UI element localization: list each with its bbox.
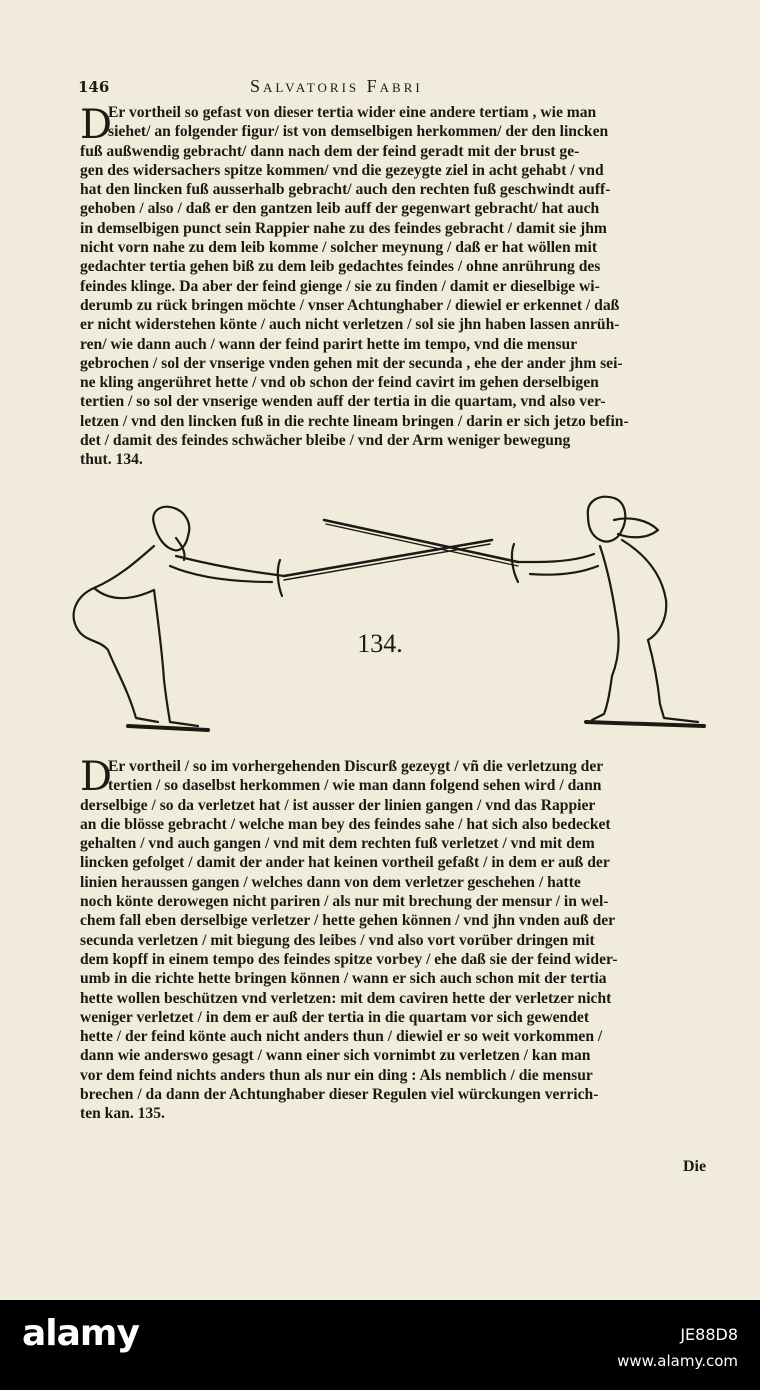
- text-line: hette wollen beschützen vnd verletzen: mit dem caviren hette der verletzer nicht: [80, 989, 612, 1007]
- right-fencer-arm: [518, 554, 594, 562]
- text-line: er nicht widerstehen könte / auch nicht verletzen / sol sie jhn haben lassen anrüh-: [80, 316, 620, 334]
- ground-shadow-right: [586, 722, 704, 726]
- text-line: siehet/ an folgender figur/ ist von demselbigen herkommen/ der den lincken: [108, 123, 609, 141]
- text-line: det / damit des feindes schwächer bleibe / vnd der Arm weniger bewegung: [80, 432, 571, 450]
- right-fencer-arm-lower: [530, 566, 598, 575]
- image-id: JE88D8: [680, 1325, 738, 1344]
- text-line: gedachter tertia gehen biß zu dem leib gedachtes feindes / ohne anrührung des: [80, 258, 601, 276]
- left-fencer-leg-front: [154, 590, 198, 726]
- text-line: gebrochen / sol der vnserige vnden gehen mit der secunda , ehe der ander jhm sei-: [80, 354, 623, 372]
- stock-url: www.alamy.com: [617, 1352, 738, 1370]
- text-line: gen des widersachers spitze kommen/ vnd die gezeygte ziel in acht gehabt / vnd: [80, 161, 604, 179]
- right-fencer-hat: [614, 518, 658, 537]
- right-fencer-back: [622, 540, 666, 640]
- drop-cap-initial: D: [80, 102, 113, 148]
- text-line: vor dem feind nichts anders thun als nur ein ding : Als nemblich / die mensur: [80, 1066, 593, 1084]
- text-line: secunda verletzen / mit biegung des leibes / vnd also vort vorüber dringen mit: [80, 931, 595, 949]
- left-fencer-arm-lower: [170, 566, 272, 582]
- text-line: derselbige / so da verletzet hat / ist ausser der linien gangen / vnd das Rappier: [80, 796, 596, 814]
- paragraph-2: [80, 754, 716, 1124]
- text-line: nicht vorn nahe zu dem leib komme / solcher meynung / daß er hat wöllen mit: [80, 239, 598, 257]
- text-line: Er vortheil so gefast von dieser tertia wider eine andere tertiam , wie man: [108, 104, 597, 121]
- text-line: an die blösse gebracht / welche man bey des feindes sahe / hat sich also bedecket: [80, 815, 611, 833]
- text-line: ne kling angerühret hette / vnd ob schon der feind cavirt im gehen derselbigen: [80, 374, 599, 392]
- fencers-woodcut-illustration: [58, 490, 708, 740]
- text-line: ten kan. 135.: [80, 1105, 165, 1123]
- text-line: lincken gefolget / damit der ander hat keinen vortheil gefaßt / in dem er auß der: [80, 854, 610, 872]
- right-fencer-leg-back: [648, 640, 698, 722]
- figure-number: 134.: [357, 629, 403, 658]
- text-line: fuß außwendig gebracht/ dann nach dem der feind geradt mit der brust ge-: [80, 142, 580, 160]
- catchword: Die: [683, 1158, 707, 1175]
- left-fencer-guard: [278, 560, 282, 596]
- text-line: noch könte derowegen nicht pariren / als nur mit brechung der mensur / in wel-: [80, 893, 609, 911]
- text-line: weniger verletzet / in dem er auß der tertia in die quartam vor sich gewendet: [80, 1008, 590, 1026]
- left-fencer-head: [153, 507, 189, 551]
- text-line: tertien / so daselbst herkommen / wie man dann folgend sehen wird / dann: [108, 777, 602, 795]
- right-fencer-leg-front: [592, 676, 612, 720]
- text-line: brechen / da dann der Achtunghaber dieser Regulen viel würckungen verrich-: [80, 1086, 599, 1104]
- text-line: chem fall eben derselbige verletzer / hette gehen können / vnd jhn vnden auß der: [80, 912, 616, 930]
- paragraph-1: [80, 103, 716, 470]
- page-header: [78, 76, 718, 102]
- right-fencer-torso: [600, 546, 619, 676]
- stock-brand-logo: alamy: [22, 1313, 139, 1354]
- left-fencer-sword: [284, 540, 492, 576]
- right-fencer-sword-edge: [326, 524, 518, 566]
- text-line: in demselbigen punct sein Rappier nahe zu des feindes gebracht / damit sie jhm: [80, 219, 607, 237]
- text-line: tertien / so sol der vnserige wenden auff der tertia in die quartam, vnd also ver-: [80, 393, 606, 411]
- text-line: letzen / vnd den lincken fuß in die rechte lineam bringen / darin er sich jetzo befin-: [80, 412, 629, 430]
- text-line: dem kopff in einem tempo des feindes spitze vorbey / ehe daß sie der feind wider-: [80, 950, 618, 968]
- running-title: Salvatoris Fabri: [250, 76, 423, 96]
- text-line: linien heraussen gangen / welches dann von dem verletzer geschehen / hatte: [80, 873, 581, 891]
- text-line: Er vortheil / so im vorhergehenden Discurß gezeygt / vñ die verletzung der: [108, 758, 604, 775]
- left-fencer-hip: [94, 588, 154, 598]
- text-line: ren/ wie dann auch / wann der feind parirt hette im tempo, vnd die mensur: [80, 335, 578, 353]
- text-line: hat den lincken fuß ausserhalb gebracht/ auch den rechten fuß geschwindt auff-: [80, 181, 611, 199]
- page-number: 146: [78, 78, 110, 96]
- drop-cap-initial: D: [80, 754, 113, 800]
- text-line: gehalten / vnd auch gangen / vnd mit dem rechten fuß verletzet / vnd mit dem: [80, 835, 595, 853]
- left-fencer-leg-back: [108, 650, 158, 722]
- text-line: gehoben / also / daß er den gantzen leib auff der gegenwart gebracht/ hat auch: [80, 200, 600, 218]
- text-line: umb in die richte hette bringen können / wann er sich auch schon mit der tertia: [80, 970, 607, 988]
- text-line: thut. 134.: [80, 451, 143, 469]
- text-line: dann wie anderswo gesagt / wann einer sich vornimbt zu verletzen / kan man: [80, 1047, 591, 1065]
- text-line: feindes klinge. Da aber der feind gienge / sie zu finden / damit er dieselbige wi-: [80, 277, 600, 295]
- text-line: derumb zu rück bringen möchte / vnser Achtunghaber / diewiel er erkennet / daß: [80, 296, 620, 314]
- text-line: hette / der feind könte auch nicht anders thun / diewiel er so weit vorkommen /: [80, 1028, 603, 1046]
